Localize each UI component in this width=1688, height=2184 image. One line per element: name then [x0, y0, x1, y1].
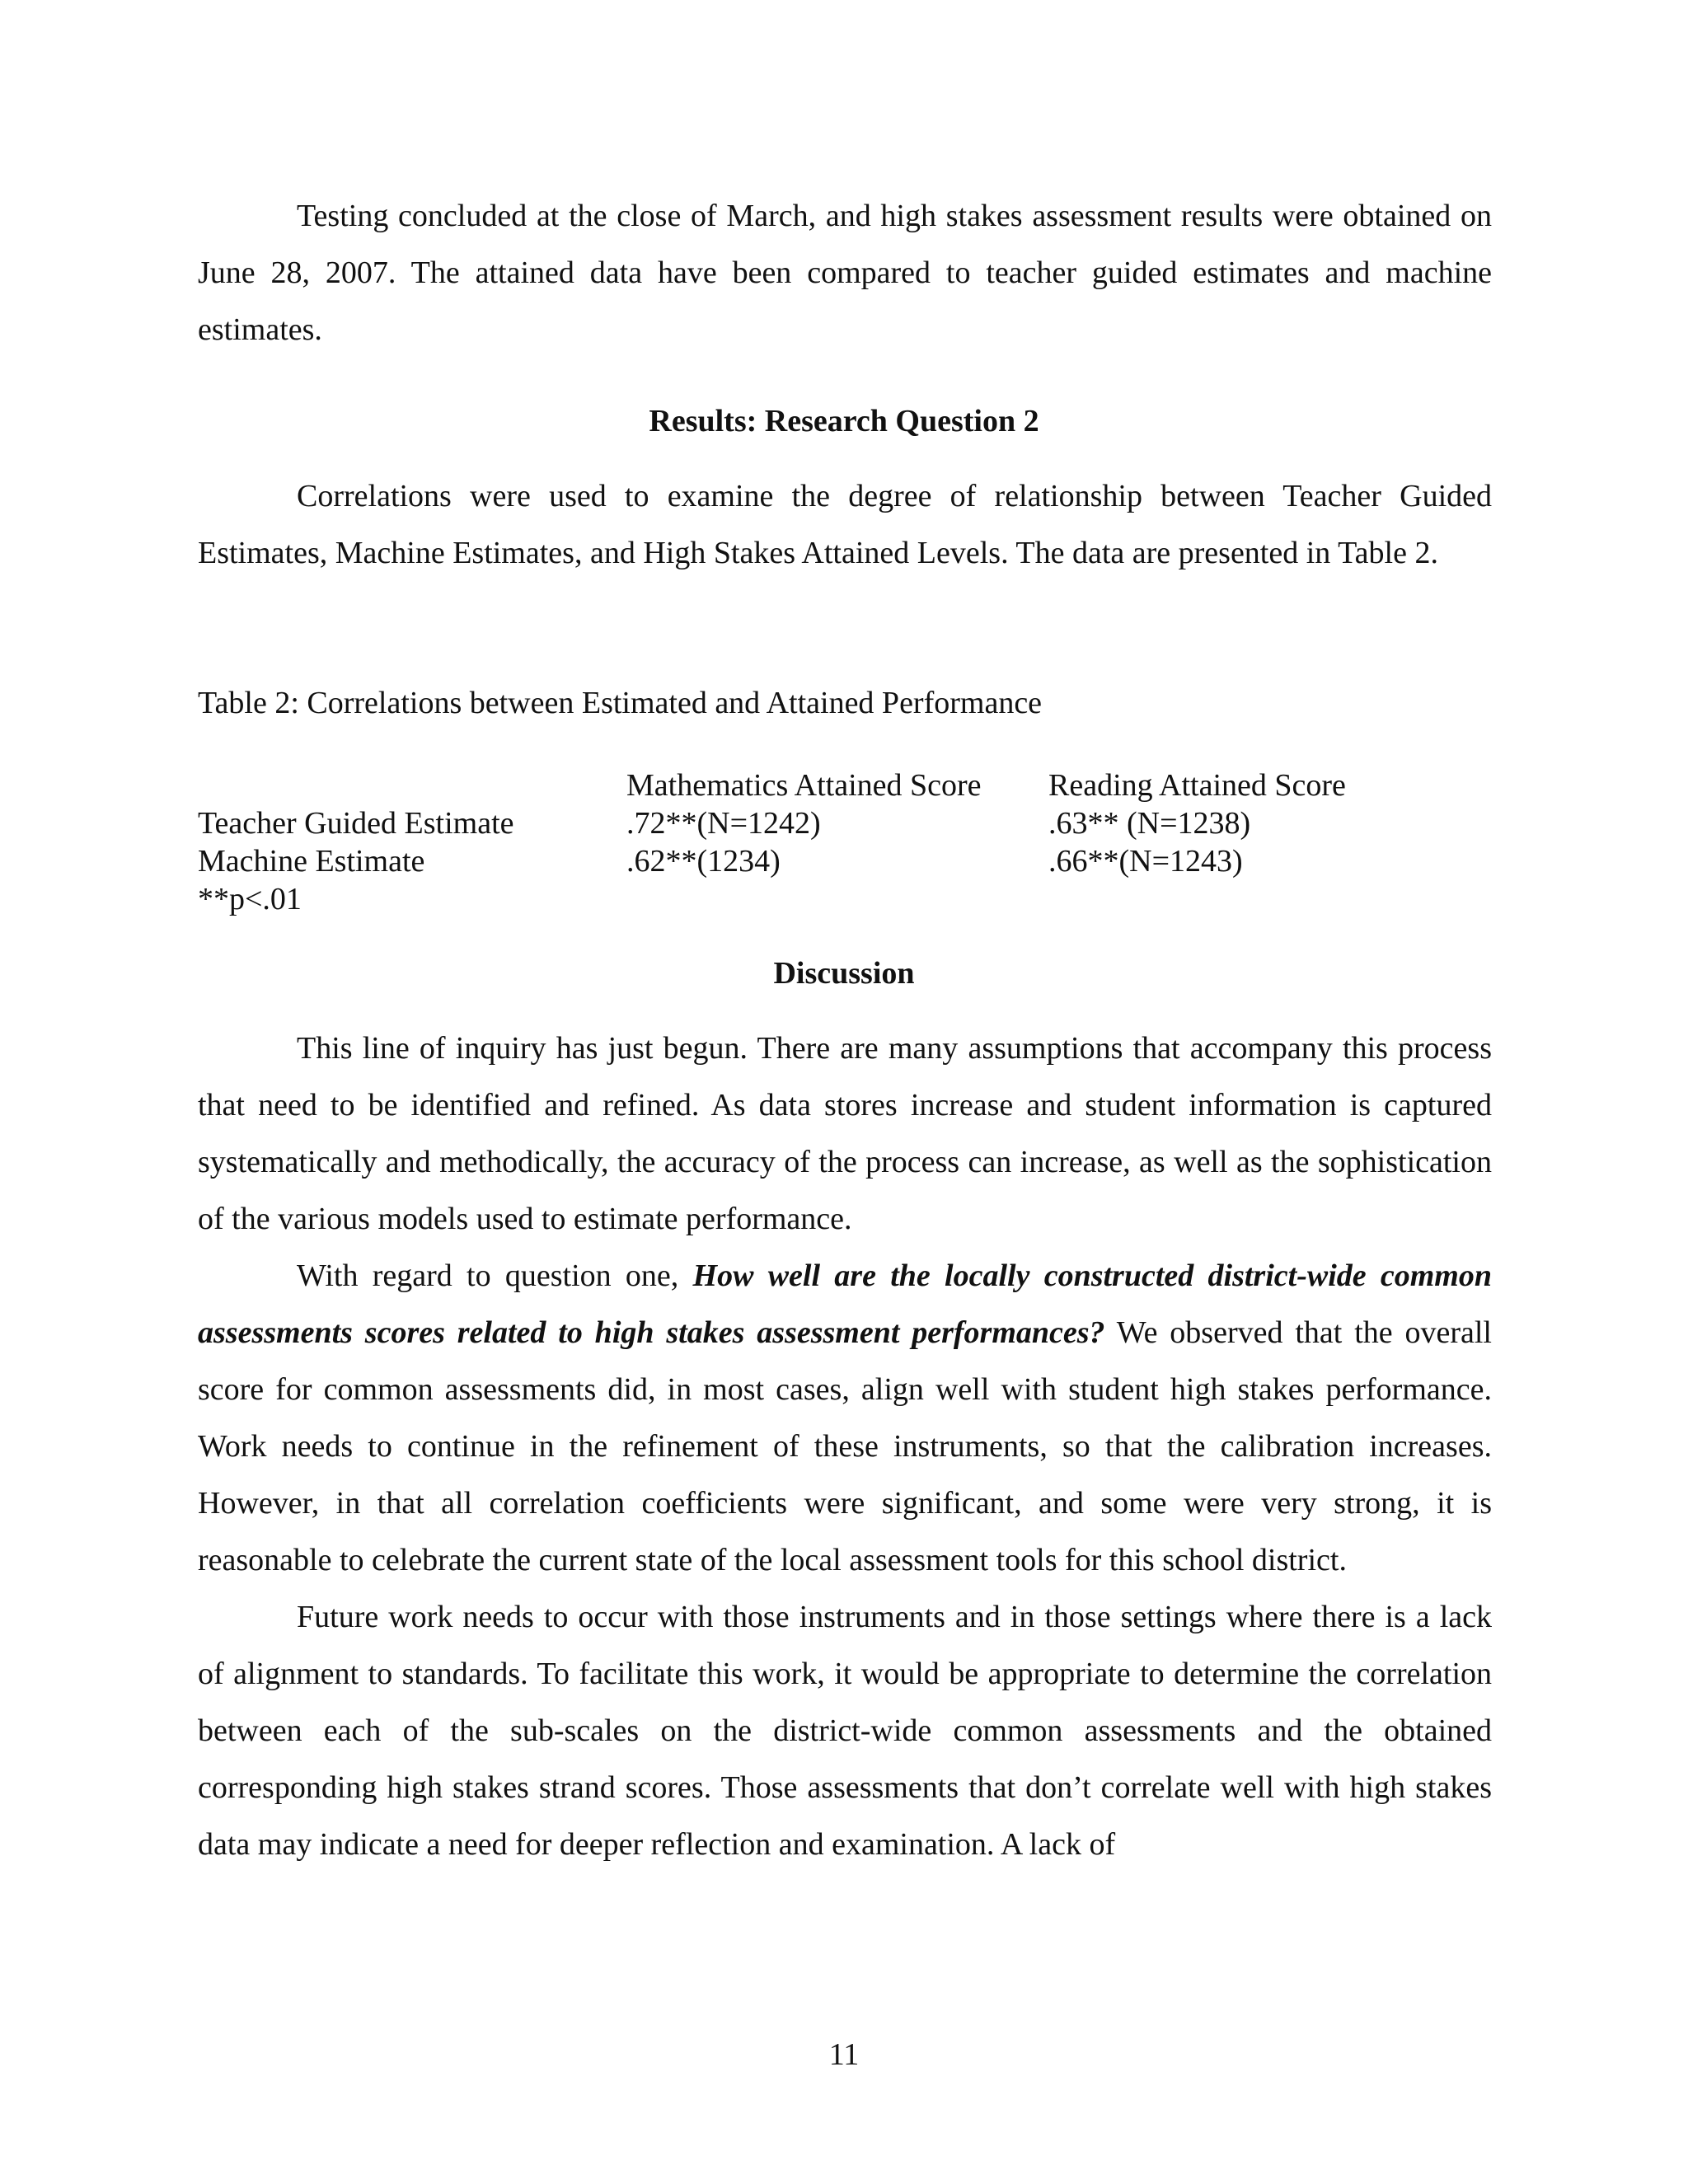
discussion-p2-lead: With regard to question one, — [297, 1258, 693, 1293]
page-number: 11 — [828, 2037, 860, 2072]
table-cell: .72**(N=1242) — [626, 806, 821, 841]
row-label: Teacher Guided Estimate — [198, 806, 514, 841]
table-cell: .62**(1234) — [626, 844, 781, 879]
table-footnote: **p<.01 — [198, 882, 302, 916]
discussion-p2-rest: We observed that the overall score for common assessments did, in most cases, align well with student high stakes performance. Work needs to continue in the refinement of these instruments, so that the calibration increases. However, in that all correlation coefficients were significant, and some were very strong, it is reasonable to celebrate the current state of the local assessment tools for this school district. — [198, 1315, 1492, 1577]
table-caption: Table 2: Correlations between Estimated and Attained Performance — [198, 686, 1043, 720]
discussion-paragraph-1: This line of inquiry has just begun. There are many assumptions that accompany this process that need to be identified and refined. As data stores increase and student information is captured systematically and methodically, the accuracy of the process can increase, as well as the sophistication of the various models used to estimate performance. — [198, 1031, 1492, 1236]
results-heading: Results: Research Question 2 — [649, 404, 1039, 438]
discussion-paragraph-3: Future work needs to occur with those instruments and in those settings where there is a lack of alignment to standards. To facilitate this work, it would be appropriate to determine the correlation between each of the sub-scales on the district-wide common assessments and the obtained corresponding high stakes strand scores. Those assessments that don’t correlate well with high stakes data may indicate a need for deeper reflection and examination. A lack of — [198, 1600, 1492, 1862]
discussion-paragraph-2 — [198, 1248, 1492, 1589]
row-label: Machine Estimate — [198, 844, 425, 879]
intro-paragraph: Testing concluded at the close of March, and high stakes assessment results were obtained on June 28, 2007. The attained data have been compared to teacher guided estimates and machine estimates. — [198, 199, 1492, 347]
results-paragraph: Correlations were used to examine the degree of relationship between Teacher Guided Estimates, Machine Estimates, and High Stakes Attained Levels. The data are presented in Table 2. — [198, 479, 1492, 570]
table-cell: .63** (N=1238) — [1048, 806, 1251, 841]
table-cell: .66**(N=1243) — [1048, 844, 1243, 879]
header-reading: Reading Attained Score — [1048, 768, 1346, 803]
research-question-one: How well are the locally constructed district-wide common assessments scores related to high stakes assessment performances? — [198, 1258, 1492, 1350]
discussion-heading: Discussion — [773, 956, 915, 991]
header-mathematics: Mathematics Attained Score — [626, 768, 982, 803]
discussion-body — [198, 1020, 1492, 1873]
